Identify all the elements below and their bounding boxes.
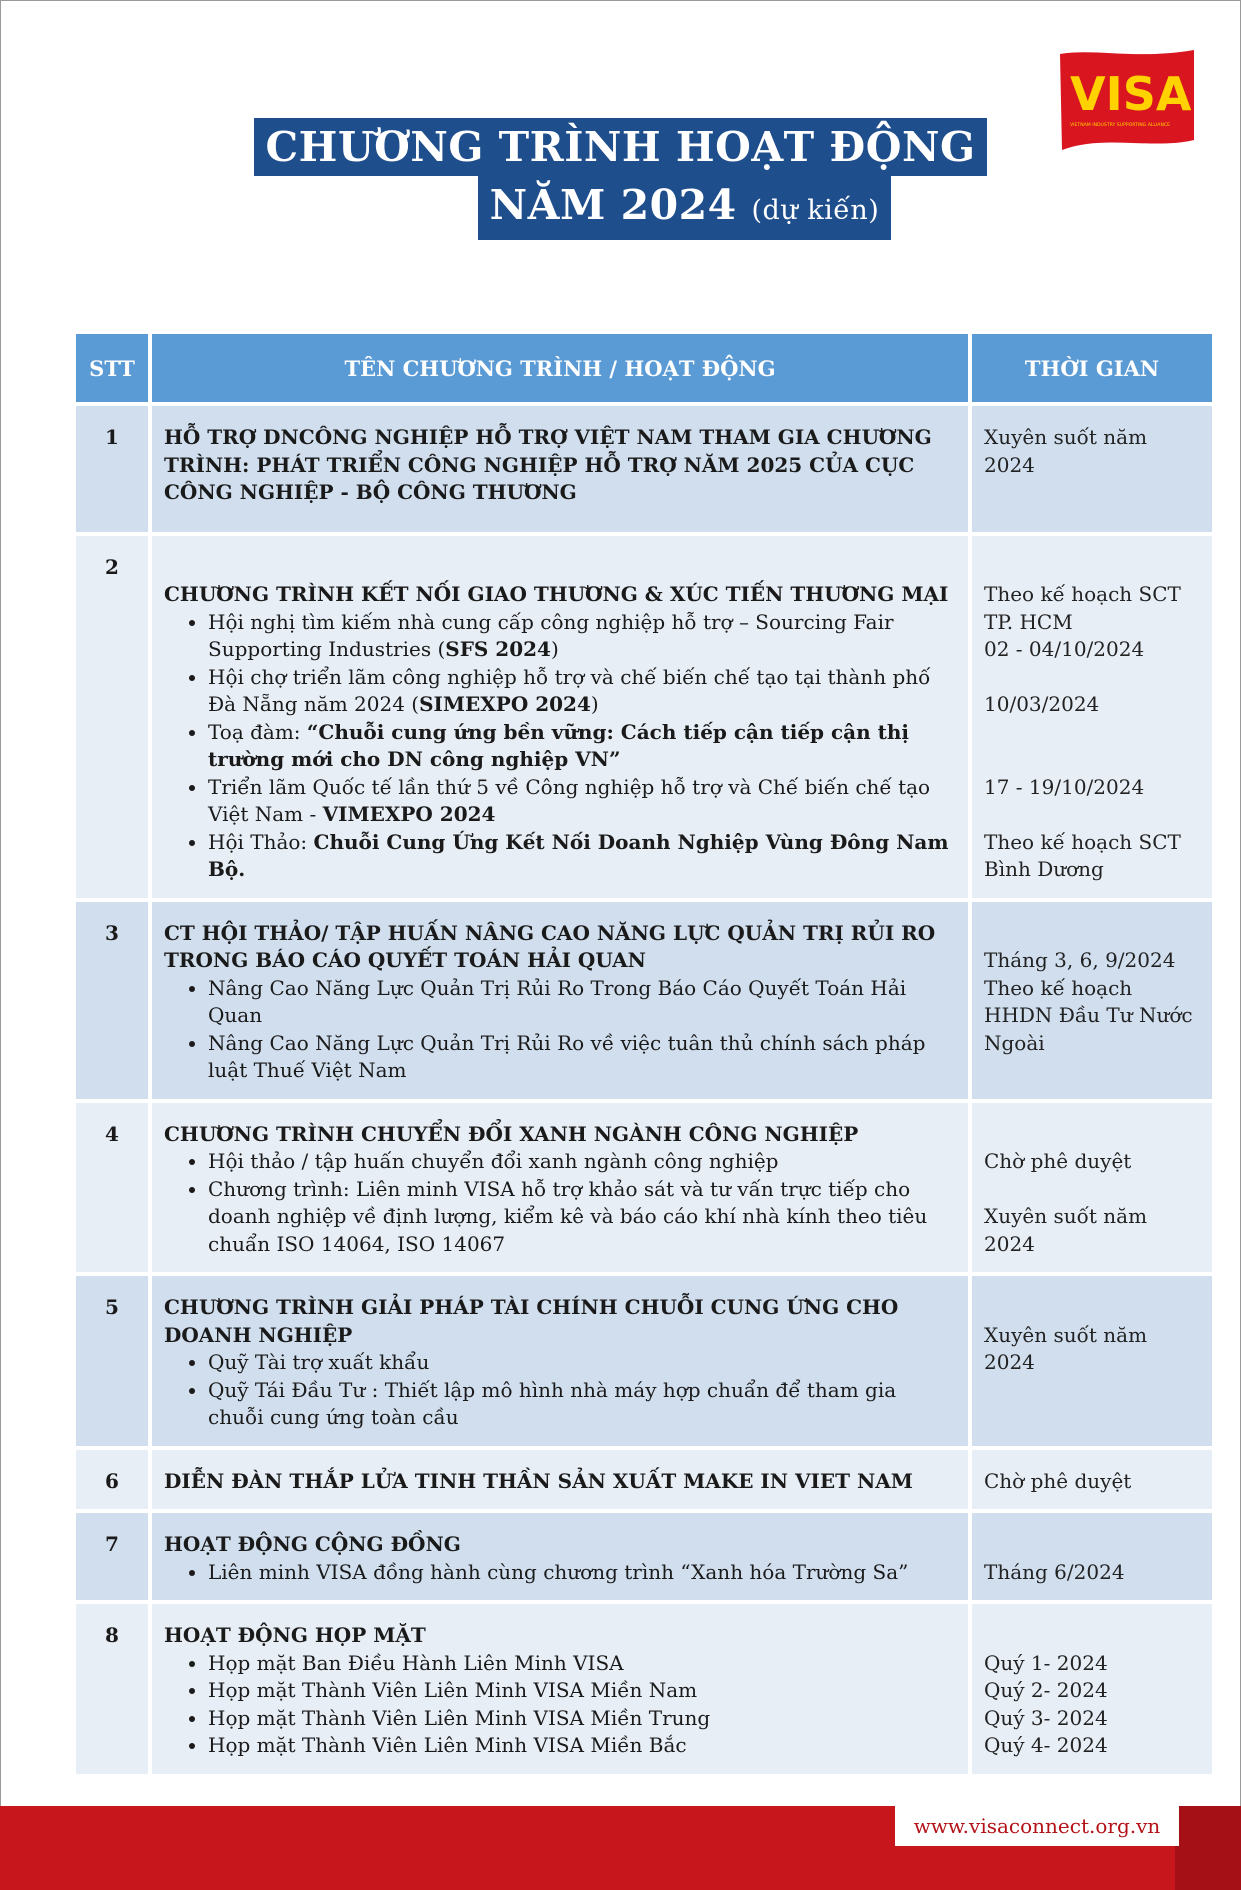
program-cell (152, 902, 968, 1099)
list-item (208, 829, 958, 884)
item-text: Nâng Cao Năng Lực Quản Trị Rủi Ro Trong Báo Cáo Quyết Toán Hải Quan (208, 975, 907, 1027)
list-item (208, 1677, 958, 1705)
row-number: 3 (76, 902, 148, 1099)
time-line: Xuyên suốt năm 2024 (984, 1322, 1148, 1374)
time-line: Theo kế hoạch HHDN Đầu Tư Nước Ngoài (984, 975, 1193, 1055)
item-bold-text: VIMEXPO 2024 (322, 802, 496, 826)
time-cell (972, 536, 1212, 898)
time-line (984, 664, 1202, 692)
table-body (76, 406, 1212, 1774)
time-line: Theo kế hoạch SCT TP. HCM (984, 582, 1181, 634)
time-cell (972, 1450, 1212, 1510)
item-text: Hội chợ triển lãm công nghiệp hỗ trợ và chế biến chế tạo tại thành phố Đà Nẵng năm 2024 ( (208, 664, 931, 716)
table-row (76, 1604, 1212, 1774)
item-text: Họp mặt Thành Viên Liên Minh VISA Miền Trung (208, 1705, 711, 1730)
table-row (76, 1103, 1212, 1273)
time-line (984, 1294, 1202, 1322)
row-number: 7 (76, 1513, 148, 1600)
activity-table (72, 330, 1216, 1778)
time-cell (972, 1513, 1212, 1600)
list-item (208, 1559, 958, 1587)
item-text: Liên minh VISA đồng hành cùng chương trình “Xanh hóa Trường Sa” (208, 1559, 909, 1584)
row-number: 1 (76, 406, 148, 532)
time-cell (972, 1103, 1212, 1273)
row-number: 8 (76, 1604, 148, 1774)
program-title: HOẠT ĐỘNG HỌP MẶT (164, 1623, 426, 1647)
title-year: NĂM 2024 (489, 181, 737, 229)
activity-list (164, 1349, 958, 1432)
program-cell (152, 1276, 968, 1446)
item-text: Toạ đàm: (208, 719, 307, 744)
activity-list (164, 1650, 958, 1760)
table-row (76, 902, 1212, 1099)
time-line (984, 1176, 1202, 1204)
program-title: CHƯƠNG TRÌNH CHUYỂN ĐỔI XANH NGÀNH CÔNG NGHIỆP (164, 1121, 859, 1146)
time-line: Tháng 6/2024 (984, 1559, 1125, 1584)
list-item (208, 1176, 958, 1259)
item-bold-text: Chuỗi Cung Ứng Kết Nối Doanh Nghiệp Vùng Đông Nam Bộ. (208, 829, 949, 881)
activity-list (164, 1148, 958, 1258)
title-suffix: (dự kiến) (751, 195, 880, 226)
time-line: Quý 4- 2024 (984, 1733, 1108, 1757)
time-line: Quý 1- 2024 (984, 1650, 1108, 1675)
title-line-2 (478, 176, 892, 240)
page-title (0, 118, 1241, 240)
footer-accent (1175, 1806, 1241, 1890)
time-cell (972, 406, 1212, 532)
item-text: Nâng Cao Năng Lực Quản Trị Rủi Ro về việc tuân thủ chính sách pháp luật Thuế Việt Nam (208, 1030, 926, 1082)
header-time: THỜI GIAN (972, 334, 1212, 402)
time-line: 10/03/2024 (984, 692, 1100, 716)
item-bold-text: “Chuỗi cung ứng bền vững: Cách tiếp cận tiếp cận thị trường mới cho DN công nghiệp VN” (208, 719, 910, 771)
row-number: 6 (76, 1450, 148, 1510)
time-line (984, 920, 1202, 948)
logo-tagline: VIETNAM INDUSTRY SUPPORTING ALLIANCE (1070, 123, 1170, 128)
logo-text: VISA (1070, 67, 1192, 121)
program-title: DIỄN ĐÀN THẮP LỬA TINH THẦN SẢN XUẤT MAKE IN VIET NAM (164, 1468, 913, 1493)
list-item (208, 1377, 958, 1432)
item-text: Họp mặt Thành Viên Liên Minh VISA Miền Bắc (208, 1733, 687, 1757)
item-text: Chương trình: Liên minh VISA hỗ trợ khảo sát và tư vấn trực tiếp cho doanh nghiệp về định lượng, kiểm kê và báo cáo khí nhà kính theo tiêu chuẩn ISO 14064, ISO 14067 (208, 1176, 928, 1256)
table-row (76, 1450, 1212, 1510)
time-line: Chờ phê duyệt (984, 1149, 1132, 1173)
list-item (208, 1705, 958, 1733)
item-text: Quỹ Tài trợ xuất khẩu (208, 1350, 430, 1374)
list-item (208, 719, 958, 774)
time-cell (972, 902, 1212, 1099)
program-title: HỖ TRỢ DNCÔNG NGHIỆP HỖ TRỢ VIỆT NAM THAM GIA CHƯƠNG TRÌNH: PHÁT TRIỂN CÔNG NGHIỆP HỖ TRỢ NĂM 2025 CỦA CỤC CÔNG NGHIỆP - BỘ CÔNG THƯƠNG (164, 425, 932, 504)
time-cell (972, 1604, 1212, 1774)
program-title: CHƯƠNG TRÌNH KẾT NỐI GIAO THƯƠNG & XÚC TIẾN THƯƠNG MẠI (164, 582, 949, 606)
program-cell (152, 1450, 968, 1510)
program-cell (152, 1103, 968, 1273)
time-line: Theo kế hoạch SCT Bình Dương (984, 829, 1181, 881)
item-text: Triển lãm Quốc tế lần thứ 5 về Công nghiệp hỗ trợ và Chế biến chế tạo Việt Nam - (208, 774, 931, 826)
list-item (208, 664, 958, 719)
header-stt: STT (76, 334, 148, 402)
time-cell (972, 1276, 1212, 1446)
header-program: TÊN CHƯƠNG TRÌNH / HOẠT ĐỘNG (152, 334, 968, 402)
item-text: Hội thảo / tập huấn chuyển đổi xanh ngành công nghiệp (208, 1149, 779, 1173)
item-text: Họp mặt Thành Viên Liên Minh VISA Miền Nam (208, 1678, 698, 1702)
item-text: Quỹ Tái Đầu Tư : Thiết lập mô hình nhà máy hợp chuẩn để tham gia chuỗi cung ứng toàn cầu (208, 1377, 897, 1429)
item-bold-text: SFS 2024 (445, 637, 551, 661)
time-line: 02 - 04/10/2024 (984, 637, 1145, 661)
item-text: ) (550, 637, 559, 661)
program-title: HOẠT ĐỘNG CỘNG ĐỒNG (164, 1532, 461, 1556)
row-number: 4 (76, 1103, 148, 1273)
program-cell (152, 1513, 968, 1600)
program-cell (152, 406, 968, 532)
item-bold-text: SIMEXPO 2024 (419, 692, 591, 716)
table-row (76, 1513, 1212, 1600)
list-item (208, 774, 958, 829)
title-line-1: CHƯƠNG TRÌNH HOẠT ĐỘNG (254, 118, 988, 176)
time-line: Chờ phê duyệt (984, 1468, 1132, 1493)
time-line: Quý 3- 2024 (984, 1705, 1108, 1730)
list-item (208, 1732, 958, 1760)
item-text: Họp mặt Ban Điều Hành Liên Minh VISA (208, 1650, 624, 1675)
row-number: 2 (76, 536, 148, 898)
list-item (208, 1650, 958, 1678)
list-item (208, 975, 958, 1030)
activity-list (164, 1559, 958, 1587)
item-text: ) (590, 692, 599, 716)
program-title: CHƯƠNG TRÌNH GIẢI PHÁP TÀI CHÍNH CHUỖI CUNG ỨNG CHO DOANH NGHIỆP (164, 1295, 899, 1347)
program-cell (152, 536, 968, 898)
time-line: Quý 2- 2024 (984, 1678, 1108, 1702)
time-line: Xuyên suốt năm 2024 (984, 1204, 1148, 1256)
item-text: Hội nghị tìm kiếm nhà cung cấp công nghiệp hỗ trợ – Sourcing Fair Supporting Industries ( (208, 609, 894, 661)
program-title: CT HỘI THẢO/ TẬP HUẤN NÂNG CAO NĂNG LỰC QUẢN TRỊ RỦI RO TRONG BÁO CÁO QUYẾT TOÁN HẢI QUAN (164, 920, 936, 972)
list-item (208, 1349, 958, 1377)
table-row (76, 1276, 1212, 1446)
time-line: 17 - 19/10/2024 (984, 774, 1145, 799)
time-line (984, 1622, 1202, 1650)
list-item (208, 609, 958, 664)
time-line: Xuyên suốt năm 2024 (984, 425, 1148, 477)
table-header-row (76, 334, 1212, 402)
time-line (984, 801, 1202, 829)
table-row (76, 406, 1212, 532)
activity-list (164, 975, 958, 1085)
footer-url[interactable]: www.visaconnect.org.vn (895, 1806, 1179, 1846)
time-line (984, 1531, 1202, 1559)
time-line: Tháng 3, 6, 9/2024 (984, 948, 1176, 972)
time-line (984, 1121, 1202, 1149)
row-number: 5 (76, 1276, 148, 1446)
list-item (208, 1148, 958, 1176)
time-line (984, 746, 1202, 774)
list-item (208, 1030, 958, 1085)
activity-list (164, 609, 958, 884)
time-line (984, 719, 1202, 747)
item-text: Hội Thảo: (208, 829, 314, 854)
table-row (76, 536, 1212, 898)
program-cell (152, 1604, 968, 1774)
